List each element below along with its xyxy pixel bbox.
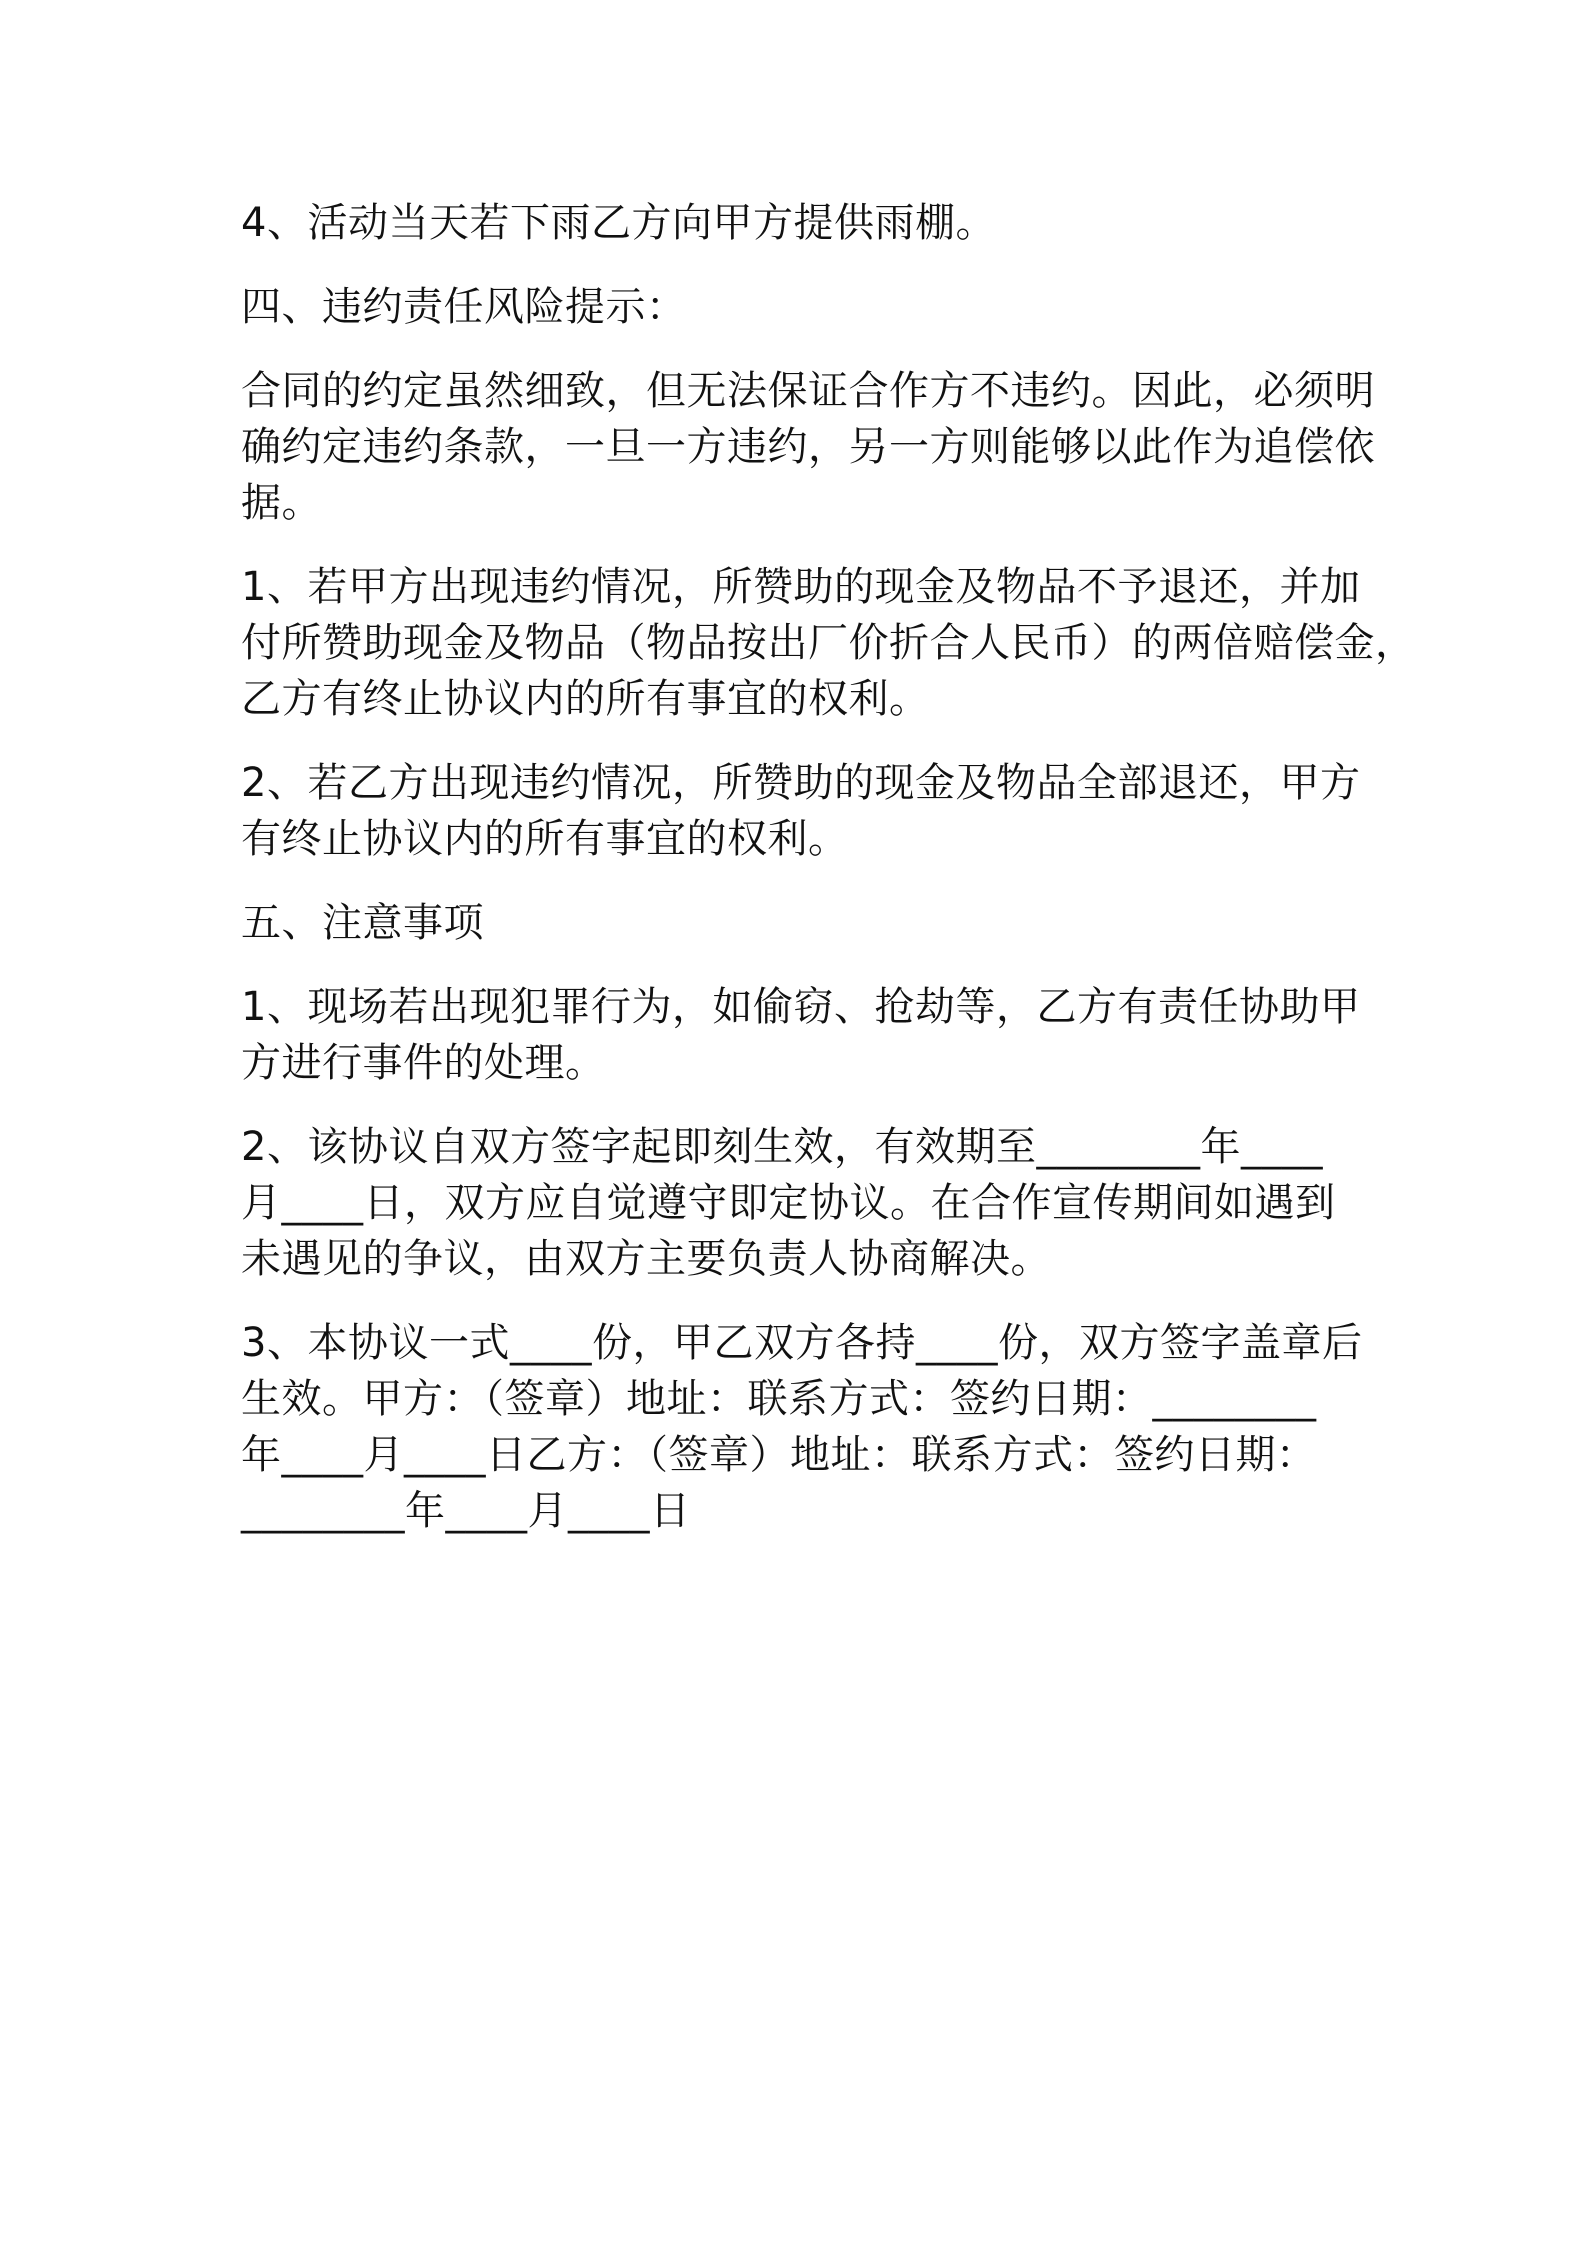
text-line: 1、现场若出现犯罪行为，如偷窃、抢劫等，乙方有责任协助甲 [241,984,1361,1030]
text-line: 乙方有终止协议内的所有事宜的权利。 [241,676,930,722]
paragraph-breach-party-a [241,559,1416,727]
paragraph-breach-party-b [241,755,1361,867]
paragraph-note-3-signatures [241,1315,1361,1539]
text-line: 2、该协议自双方签字起即刻生效，有效期至________年____ [241,1124,1323,1170]
text-line: 月____日，双方应自觉遵守即定协议。在合作宣传期间如遇到 [241,1180,1336,1226]
text-line: 合同的约定虽然细致，但无法保证合作方不违约。因此，必须明 [241,368,1375,414]
text-line: 确约定违约条款，一旦一方违约，另一方则能够以此作为追偿依 [241,424,1375,470]
text-line: 四、违约责任风险提示： [241,284,687,330]
text-line: 方进行事件的处理。 [241,1040,606,1086]
text-line: 1、若甲方出现违约情况，所赞助的现金及物品不予退还，并加 [241,564,1361,610]
text-line: 据。 [241,480,322,526]
text-line: 生效。甲方：（签章）地址：联系方式：签约日期：________ [241,1376,1317,1422]
text-line: 付所赞助现金及物品（物品按出厂价折合人民币）的两倍赔偿金， [241,620,1416,666]
section-heading-breach [241,279,1361,335]
paragraph-note-1 [241,979,1361,1091]
text-line: 2、若乙方出现违约情况，所赞助的现金及物品全部退还，甲方 [241,760,1361,806]
text-line: 3、本协议一式____份，甲乙双方各持____份，双方签字盖章后 [241,1320,1363,1366]
paragraph-note-2 [241,1119,1361,1287]
section-heading-notes [241,895,1361,951]
text-line: 五、注意事项 [241,900,484,946]
document-body [241,195,1416,1567]
text-line: ________年____月____日 [241,1488,691,1534]
text-line: 有终止协议内的所有事宜的权利。 [241,816,849,862]
paragraph-breach-intro [241,363,1375,531]
text-line: 未遇见的争议，由双方主要负责人协商解决。 [241,1236,1051,1282]
text-line: 4、活动当天若下雨乙方向甲方提供雨棚。 [241,200,996,246]
paragraph-item-4 [241,195,1361,251]
text-line: 年____月____日乙方：（签章）地址：联系方式：签约日期： [241,1432,1317,1478]
